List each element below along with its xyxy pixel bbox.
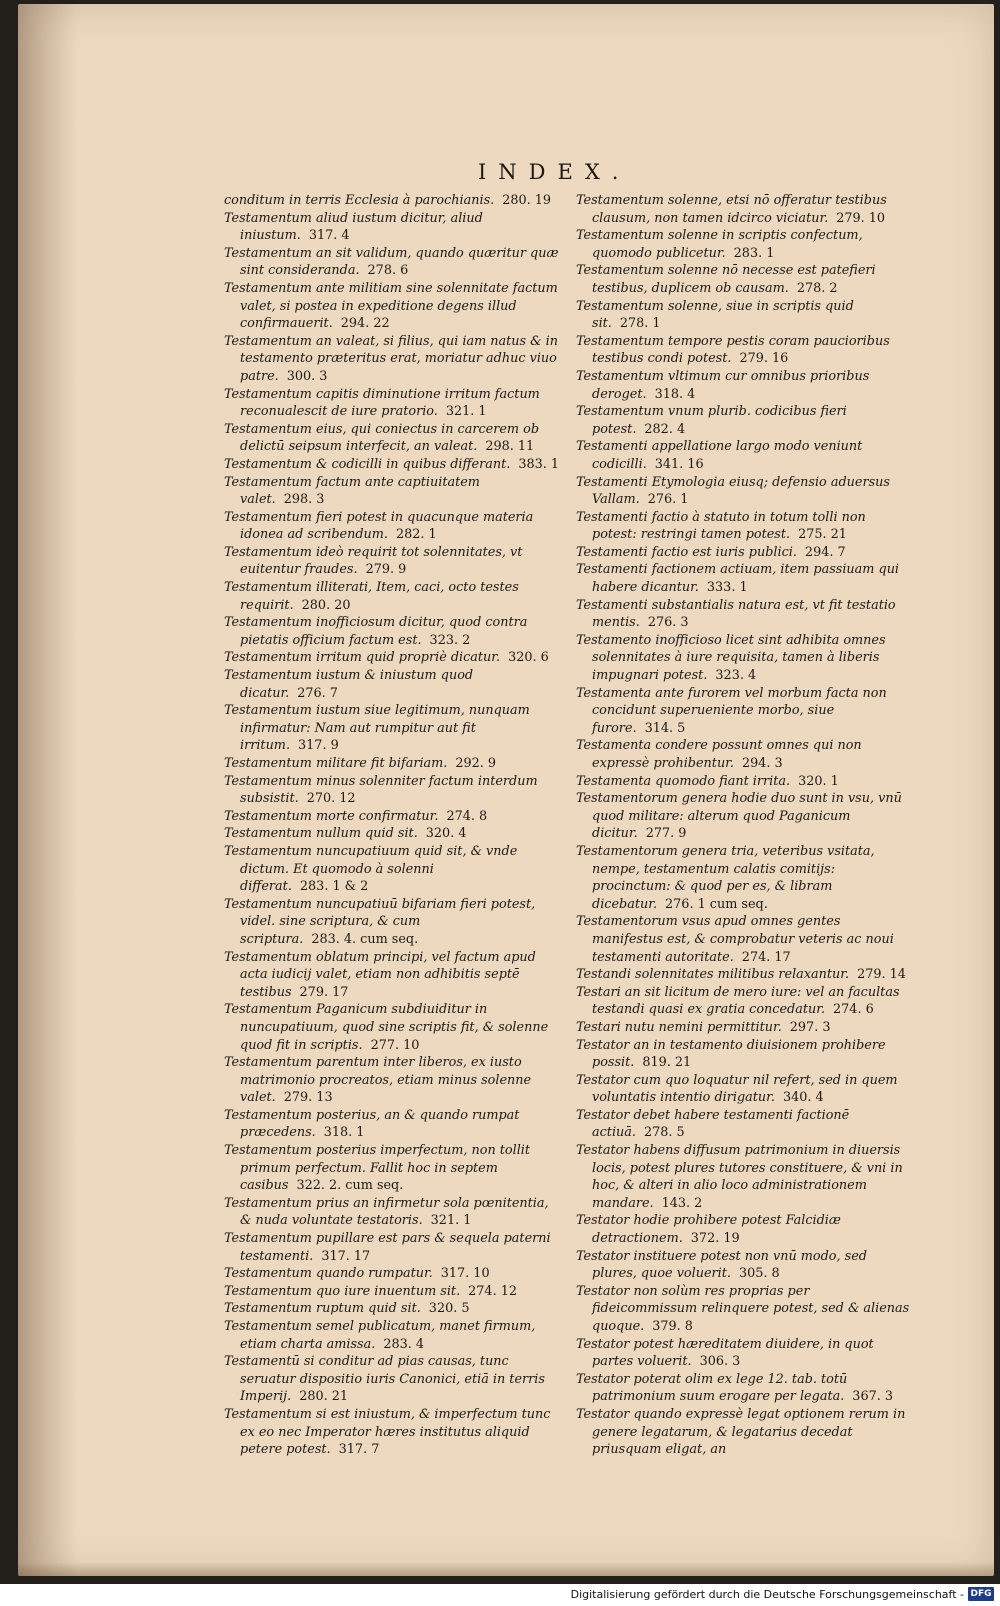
index-entry-text: Testamentum militare fit bifariam.: [224, 756, 448, 771]
index-entry: [576, 368, 914, 403]
index-entry-text: Testamento inofficioso licet sint adhibita omnes solennitates à iure requisita, tamen à liberis impugnari potest.: [576, 632, 886, 684]
index-entry: [576, 632, 914, 685]
index-entry-text: Testator hodie prohibere potest Falcidiæ detractionem.: [576, 1213, 841, 1247]
index-entry-reference: 279. 16: [739, 351, 789, 367]
index-entry-text: Testator an in testamento diuisionem prohibere possit.: [576, 1037, 886, 1071]
index-entry: [576, 262, 914, 297]
index-entry-text: Testamentum ruptum quid sit.: [224, 1301, 421, 1317]
index-entry: [224, 702, 562, 755]
index-entry-reference: 283. 4: [383, 1336, 425, 1352]
index-entry-reference: 298. 3: [283, 492, 325, 508]
index-entry-reference: 318. 1: [323, 1125, 365, 1141]
index-entry: [576, 474, 914, 509]
index-entry-text: Testator cum quo loquatur nil refert, sed in quem voluntatis intentio dirigatur.: [576, 1072, 898, 1106]
index-entry-text: Testamentorum vsus apud omnes gentes manifestus est, & comprobatur veteris ac noui testamenti autoritate.: [576, 914, 894, 965]
index-entry-text: Testari an sit licitum de mero iure: vel an facultas testandi quasi ex gratia concedatur.: [576, 984, 900, 1018]
index-entry: [224, 333, 562, 386]
index-entry-reference: 280. 19: [502, 193, 552, 208]
index-entry-text: Testamenti Etymologia eiusq; defensio aduersus Vallam.: [576, 474, 890, 508]
index-entry-text: Testamenta quomodo fiant irrita.: [576, 773, 791, 789]
digitization-footer: [0, 1584, 1000, 1606]
index-entry-text: Testamentum eius, qui coniectus in carcerem ob delictū seipsum interfecit, an valeat.: [224, 421, 540, 455]
index-entry-reference: 372. 19: [690, 1231, 740, 1247]
index-entry-text: Testator non solùm res proprias per fideicommissum relinquere potest, sed & alienas quoque.: [576, 1283, 910, 1334]
index-entry-text: Testamentum solenne, etsi nō offeratur testibus clausum, non tamen idcirco viciatur.: [576, 193, 887, 226]
index-entry: [224, 456, 562, 474]
index-entry-text: Testamentum iustum siue legitimum, nunquam infirmatur: Nam aut rumpitur aut fit irritum.: [224, 703, 530, 754]
index-entry-text: Testamentum illiterati, Item, caci, octo testes requirit.: [224, 580, 519, 613]
index-entry-text: Testamentum semel publicatum, manet firmum, etiam charta amissa.: [224, 1319, 536, 1352]
index-entry: [224, 544, 562, 579]
index-entry: [224, 1300, 562, 1318]
index-entry-text: Testamentum an sit validum, quando quæritur quæ sint consideranda.: [224, 245, 559, 279]
index-entry-text: Testator instituere potest non vnū modo, sed plures, quoe voluerit.: [576, 1248, 867, 1282]
index-entry-text: Testamentum nuncupatiuū bifariam fieri potest, videl. sine scriptura, & cum scriptura.: [224, 896, 536, 947]
index-entry-reference: 276. 1 cum seq.: [665, 896, 768, 912]
index-entry: [224, 843, 562, 896]
index-entry-reference: 321. 1: [445, 404, 487, 420]
index-entry-text: Testamenta ante furorem vel morbum facta non concidunt superueniente morbo, siue furore.: [576, 685, 887, 736]
index-entry-reference: 278. 2: [796, 280, 838, 296]
index-entry-text: Testamentum inofficiosum dicitur, quod contra pietatis officium factum est.: [224, 615, 528, 648]
index-entry-reference: 320. 5: [428, 1301, 470, 1317]
index-entry-reference: 383. 1: [518, 456, 560, 472]
index-entry: [576, 438, 914, 473]
index-entry-text: Testamentum morte confirmatur.: [224, 808, 439, 824]
index-entry: [576, 1142, 914, 1212]
index-entry-reference: 283. 1: [733, 245, 775, 261]
index-entry-reference: 819. 21: [642, 1055, 692, 1071]
index-entry-reference: 270. 12: [306, 791, 356, 807]
index-entry-reference: 276. 3: [647, 615, 689, 631]
index-entry-text: Testamentum quando rumpatur.: [224, 1266, 433, 1282]
index-entry: [224, 1142, 562, 1195]
index-entry-text: Testamentum posterius, an & quando rumpat præcedens.: [224, 1107, 520, 1141]
index-entry-text: Testamentum si est iniustum, & imperfectum tunc ex eo nec Imperator hæres institutus aliquid petere potest.: [224, 1406, 551, 1458]
index-entry: [224, 1406, 562, 1459]
index-entry-text: Testator potest hæreditatem diuidere, in quot partes voluerit.: [576, 1336, 874, 1370]
index-entry-reference: 282. 1: [395, 527, 437, 543]
index-entry: [224, 210, 562, 245]
index-entry: [224, 808, 562, 826]
index-entry-reference: 320. 6: [508, 650, 549, 666]
index-entry-reference: 297. 3: [789, 1019, 831, 1035]
index-entry-reference: 333. 1: [706, 580, 748, 596]
index-entry: [576, 1371, 914, 1406]
index-entry: [224, 755, 562, 773]
index-entry: [576, 1406, 914, 1459]
index-entry: [576, 984, 914, 1019]
index-entry: [224, 579, 562, 614]
index-entry-text: Testamentum parentum inter liberos, ex iusto matrimonio procreatos, etiam minus solenne valet.: [224, 1055, 532, 1106]
index-entry-reference: 274. 6: [833, 1002, 874, 1018]
index-entry-text: Testamentum nullum quid sit.: [224, 826, 418, 842]
index-entry-text: Testamentum & codicilli in quibus differant.: [224, 456, 511, 472]
index-entry: [224, 474, 562, 509]
index-entry: [576, 597, 914, 632]
index-entry-reference: 320. 4: [425, 826, 467, 842]
index-entry-reference: 280. 20: [301, 597, 351, 613]
index-entry-reference: 278. 1: [619, 316, 661, 332]
index-entry: [576, 561, 914, 596]
index-entry-text: Testamentum aliud iustum dicitur, aliud iniustum.: [224, 210, 483, 244]
index-entry-reference: 317. 9: [298, 738, 339, 754]
index-entry-text: Testamentorum genera hodie duo sunt in vsu, vnū quod militare: alterum quod Paganicum dicitur.: [576, 791, 902, 842]
index-entry-reference: 318. 4: [654, 386, 696, 402]
index-entry-text: Testator poterat olim ex lege 12. tab. totū patrimonium suum erogare per legata.: [576, 1371, 848, 1405]
index-entry-text: Testamentum fieri potest in quacunque materia idonea ad scribendum.: [224, 509, 534, 543]
index-entry: [576, 913, 914, 966]
index-entry: [576, 1037, 914, 1072]
index-entry: [224, 1283, 562, 1301]
index-entry: [576, 1019, 914, 1037]
index-entry: [224, 614, 562, 649]
index-entry-reference: 279. 14: [857, 967, 906, 983]
index-entry: [576, 1248, 914, 1283]
index-entry-reference: 367. 3: [852, 1389, 893, 1405]
index-entry: [224, 773, 562, 808]
index-entry-reference: 294. 7: [804, 544, 846, 560]
index-entry-text: Testamenta condere possunt omnes qui non expressè prohibentur.: [576, 738, 862, 771]
index-entry-reference: 274. 12: [468, 1283, 517, 1299]
index-entry-text: Testamentum iustum & iniustum quod dicatur.: [224, 668, 474, 701]
index-entry-text: Testamentum vltimum cur omnibus prioribus deroget.: [576, 368, 870, 402]
index-entry: [224, 649, 562, 667]
index-entry-text: Testamentorum genera tria, veteribus vsitata, nempe, testamentum calatis comitijs: procinctum: & quod per es, & libram dicebatur.: [576, 843, 875, 912]
index-entry: [576, 1107, 914, 1142]
index-entry: [224, 896, 562, 949]
index-entry-reference: 279. 10: [836, 210, 886, 226]
index-entry-text: Testamentum oblatum principi, vel factum apud acta iudicij valet, etiam non adhibitis septē testibus: [224, 949, 536, 1000]
index-entry-text: Testamentum ideò requirit tot solennitates, vt euitentur fraudes.: [224, 544, 523, 578]
index-entry-reference: 317. 17: [321, 1248, 371, 1264]
index-entry-text: Testamentū si conditur ad pias causas, tunc seruatur dispositio iuris Canonici, etiā in terris Imperij.: [224, 1354, 545, 1405]
index-entry-reference: 321. 1: [430, 1213, 472, 1229]
left-column: [224, 192, 562, 1459]
index-entry: [224, 825, 562, 843]
page-gutter-shadow: [18, 4, 78, 1576]
index-entry: [224, 421, 562, 456]
index-entry-text: Testamentum pupillare est pars & sequela paterni testamenti.: [224, 1231, 551, 1264]
index-entry-reference: 279. 13: [283, 1090, 333, 1106]
index-entry: [576, 1212, 914, 1247]
index-entry-reference: 320. 1: [798, 773, 839, 789]
index-entry-text: Testator quando expressè legat optionem rerum in genere legatarum, & legatarius decedat priusquam eligat, an: [576, 1406, 906, 1458]
index-entry: [576, 227, 914, 262]
index-entry-reference: 280. 21: [299, 1389, 349, 1405]
index-entry-text: Testari nutu nemini permittitur.: [576, 1019, 782, 1035]
index-entry-reference: 277. 10: [370, 1037, 420, 1053]
index-entry-reference: 279. 17: [299, 984, 349, 1000]
index-entry: [576, 509, 914, 544]
index-entry-reference: 275. 21: [798, 527, 847, 543]
index-entry: [224, 509, 562, 544]
page-bottom-edge: [18, 1562, 994, 1576]
index-entry-text: Testandi solennitates militibus relaxantur.: [576, 967, 850, 983]
index-entry-text: Testamentum tempore pestis coram paucioribus testibus condi potest.: [576, 333, 890, 367]
index-entry: [576, 192, 914, 227]
index-entry-text: Testamentum irritum quid propriè dicatur.: [224, 650, 501, 666]
index-entry-reference: [726, 1442, 734, 1457]
index-entry-reference: 292. 9: [455, 756, 497, 771]
index-entry-text: Testamentum prius an infirmetur sola pœnitentia, & nuda voluntate testatoris.: [224, 1195, 549, 1229]
index-entry-reference: 323. 4: [715, 668, 757, 684]
index-entry: [224, 949, 562, 1002]
index-entry-text: Testamenti substantialis natura est, vt fit testatio mentis.: [576, 597, 896, 631]
index-entry-text: Testamenti factionem actiuam, item passiuam qui habere dicantur.: [576, 562, 900, 596]
index-entry-reference: 317. 4: [308, 228, 350, 244]
index-entry-reference: 317. 10: [440, 1266, 490, 1282]
index-entry: [224, 245, 562, 280]
index-entry: [576, 685, 914, 738]
index-entry-reference: 300. 3: [286, 368, 328, 384]
index-entry-reference: 274. 17: [741, 949, 791, 965]
right-column: [576, 192, 914, 1459]
index-entry: [576, 737, 914, 772]
index-entry-reference: 274. 8: [446, 808, 488, 824]
index-entry: [224, 1107, 562, 1142]
index-entry-text: Testamentum Paganicum subdiuiditur in nuncupatiuum, quod sine scriptis fit, & solenne quod fit in scriptis.: [224, 1002, 549, 1053]
index-entry-reference: 143. 2: [661, 1195, 703, 1211]
index-entry-reference: 282. 4: [644, 421, 686, 437]
index-entry-text: Testamentum quo iure inuentum sit.: [224, 1283, 461, 1299]
index-entry-reference: 341. 16: [654, 456, 704, 472]
index-entry-text: Testamentum vnum plurib. codicibus fieri potest.: [576, 404, 847, 437]
index-entry-reference: 279. 9: [365, 562, 407, 578]
index-entry-reference: 340. 4: [782, 1090, 824, 1106]
index-entry-reference: 317. 7: [338, 1442, 380, 1458]
index-entry-text: Testamentum minus solenniter factum interdum subsistit.: [224, 773, 538, 807]
index-entry: [224, 1318, 562, 1353]
page-title: INDEX.: [478, 160, 631, 184]
index-entry-text: Testamentum capitis diminutione irritum factum reconualescit de iure pratorio.: [224, 386, 540, 420]
index-entry: [576, 1336, 914, 1371]
index-entry: [224, 1001, 562, 1054]
index-entry-text: Testamenti factio à statuto in totum tolli non potest: restringi tamen potest.: [576, 509, 866, 543]
index-entry-reference: 276. 1: [647, 492, 689, 508]
index-entry: [224, 386, 562, 421]
index-entry: [224, 192, 562, 210]
index-entry: [576, 333, 914, 368]
index-entry-reference: 314. 5: [644, 720, 686, 736]
index-entry: [224, 1265, 562, 1283]
index-entry-reference: 283. 1 & 2: [299, 879, 369, 895]
index-entry-reference: 298. 11: [485, 439, 535, 455]
index-entry-reference: 305. 8: [738, 1266, 780, 1282]
index-entry: [576, 1283, 914, 1336]
index-entry: [224, 1230, 562, 1265]
index-entry-text: Testamenti factio est iuris publici.: [576, 544, 797, 560]
index-entry: [576, 966, 914, 984]
index-entry-reference: 277. 9: [645, 826, 687, 842]
index-entry-text: Testamenti appellatione largo modo veniunt codicilli.: [576, 439, 863, 472]
index-entry-text: Testamentum solenne, siue in scriptis quid sit.: [576, 298, 854, 332]
index-entry: [224, 1054, 562, 1107]
index-entry-text: Testamentum factum ante captiuitatem valet.: [224, 474, 480, 508]
index-entry: [576, 773, 914, 791]
index-entry: [576, 843, 914, 913]
index-entry: [224, 280, 562, 333]
index-entry-reference: 294. 22: [340, 316, 390, 332]
index-entry-text: Testamentum solenne nō necesse est patefieri testibus, duplicem ob causam.: [576, 263, 876, 296]
dfg-logo: DFG: [968, 1587, 994, 1601]
index-entry-reference: 278. 6: [367, 263, 409, 279]
index-entry-reference: 283. 4. cum seq.: [311, 931, 419, 947]
footer-credit: Digitalisierung gefördert durch die Deutsche Forschungsgemeinschaft -: [570, 1588, 964, 1601]
index-entry: [576, 298, 914, 333]
index-entry-text: Testator debet habere testamenti factionē actiuā.: [576, 1107, 850, 1141]
index-entry-reference: 276. 7: [297, 685, 338, 701]
index-entry: [576, 403, 914, 438]
index-entry-text: conditum in terris Ecclesia à parochianis.: [224, 193, 495, 208]
index-entry: [576, 544, 914, 562]
index-entry-text: Testamentum nuncupatiuum quid sit, & vnde dictum. Et quomodo à solenni differat.: [224, 843, 518, 895]
index-entry-text: Testamentum posterius imperfectum, non tollit primum perfectum. Fallit hoc in septem casibus: [224, 1143, 531, 1194]
index-entry-reference: 294. 3: [741, 756, 783, 771]
index-entry-text: Testamentum solenne in scriptis confectum, quomodo publicetur.: [576, 228, 863, 261]
index-entry: [576, 790, 914, 843]
index-entry-text: Testator habens diffusum patrimonium in diuersis locis, potest plures tutores constituere, & vni in hoc, & alteri in alio loco administrationem mandare.: [576, 1143, 903, 1211]
index-entry-reference: 306. 3: [699, 1354, 741, 1370]
index-entry-reference: 379. 8: [652, 1319, 693, 1334]
index-entry: [224, 1195, 562, 1230]
index-entry-text: Testamentum ante militiam sine solennitate factum valet, si postea in expeditione degens illud confirmauerit.: [224, 280, 558, 332]
index-entry-reference: 323. 2: [429, 632, 471, 648]
index-entry-reference: 322. 2. cum seq.: [296, 1178, 404, 1194]
index-entry-reference: 278. 5: [643, 1125, 685, 1141]
index-entry: [224, 1353, 562, 1406]
index-entry-text: Testamentum an valeat, si filius, qui iam natus & in testamento præteritus erat, moriatur adhuc viuo patre.: [224, 333, 558, 384]
index-entry: [224, 667, 562, 702]
index-entry: [576, 1072, 914, 1107]
